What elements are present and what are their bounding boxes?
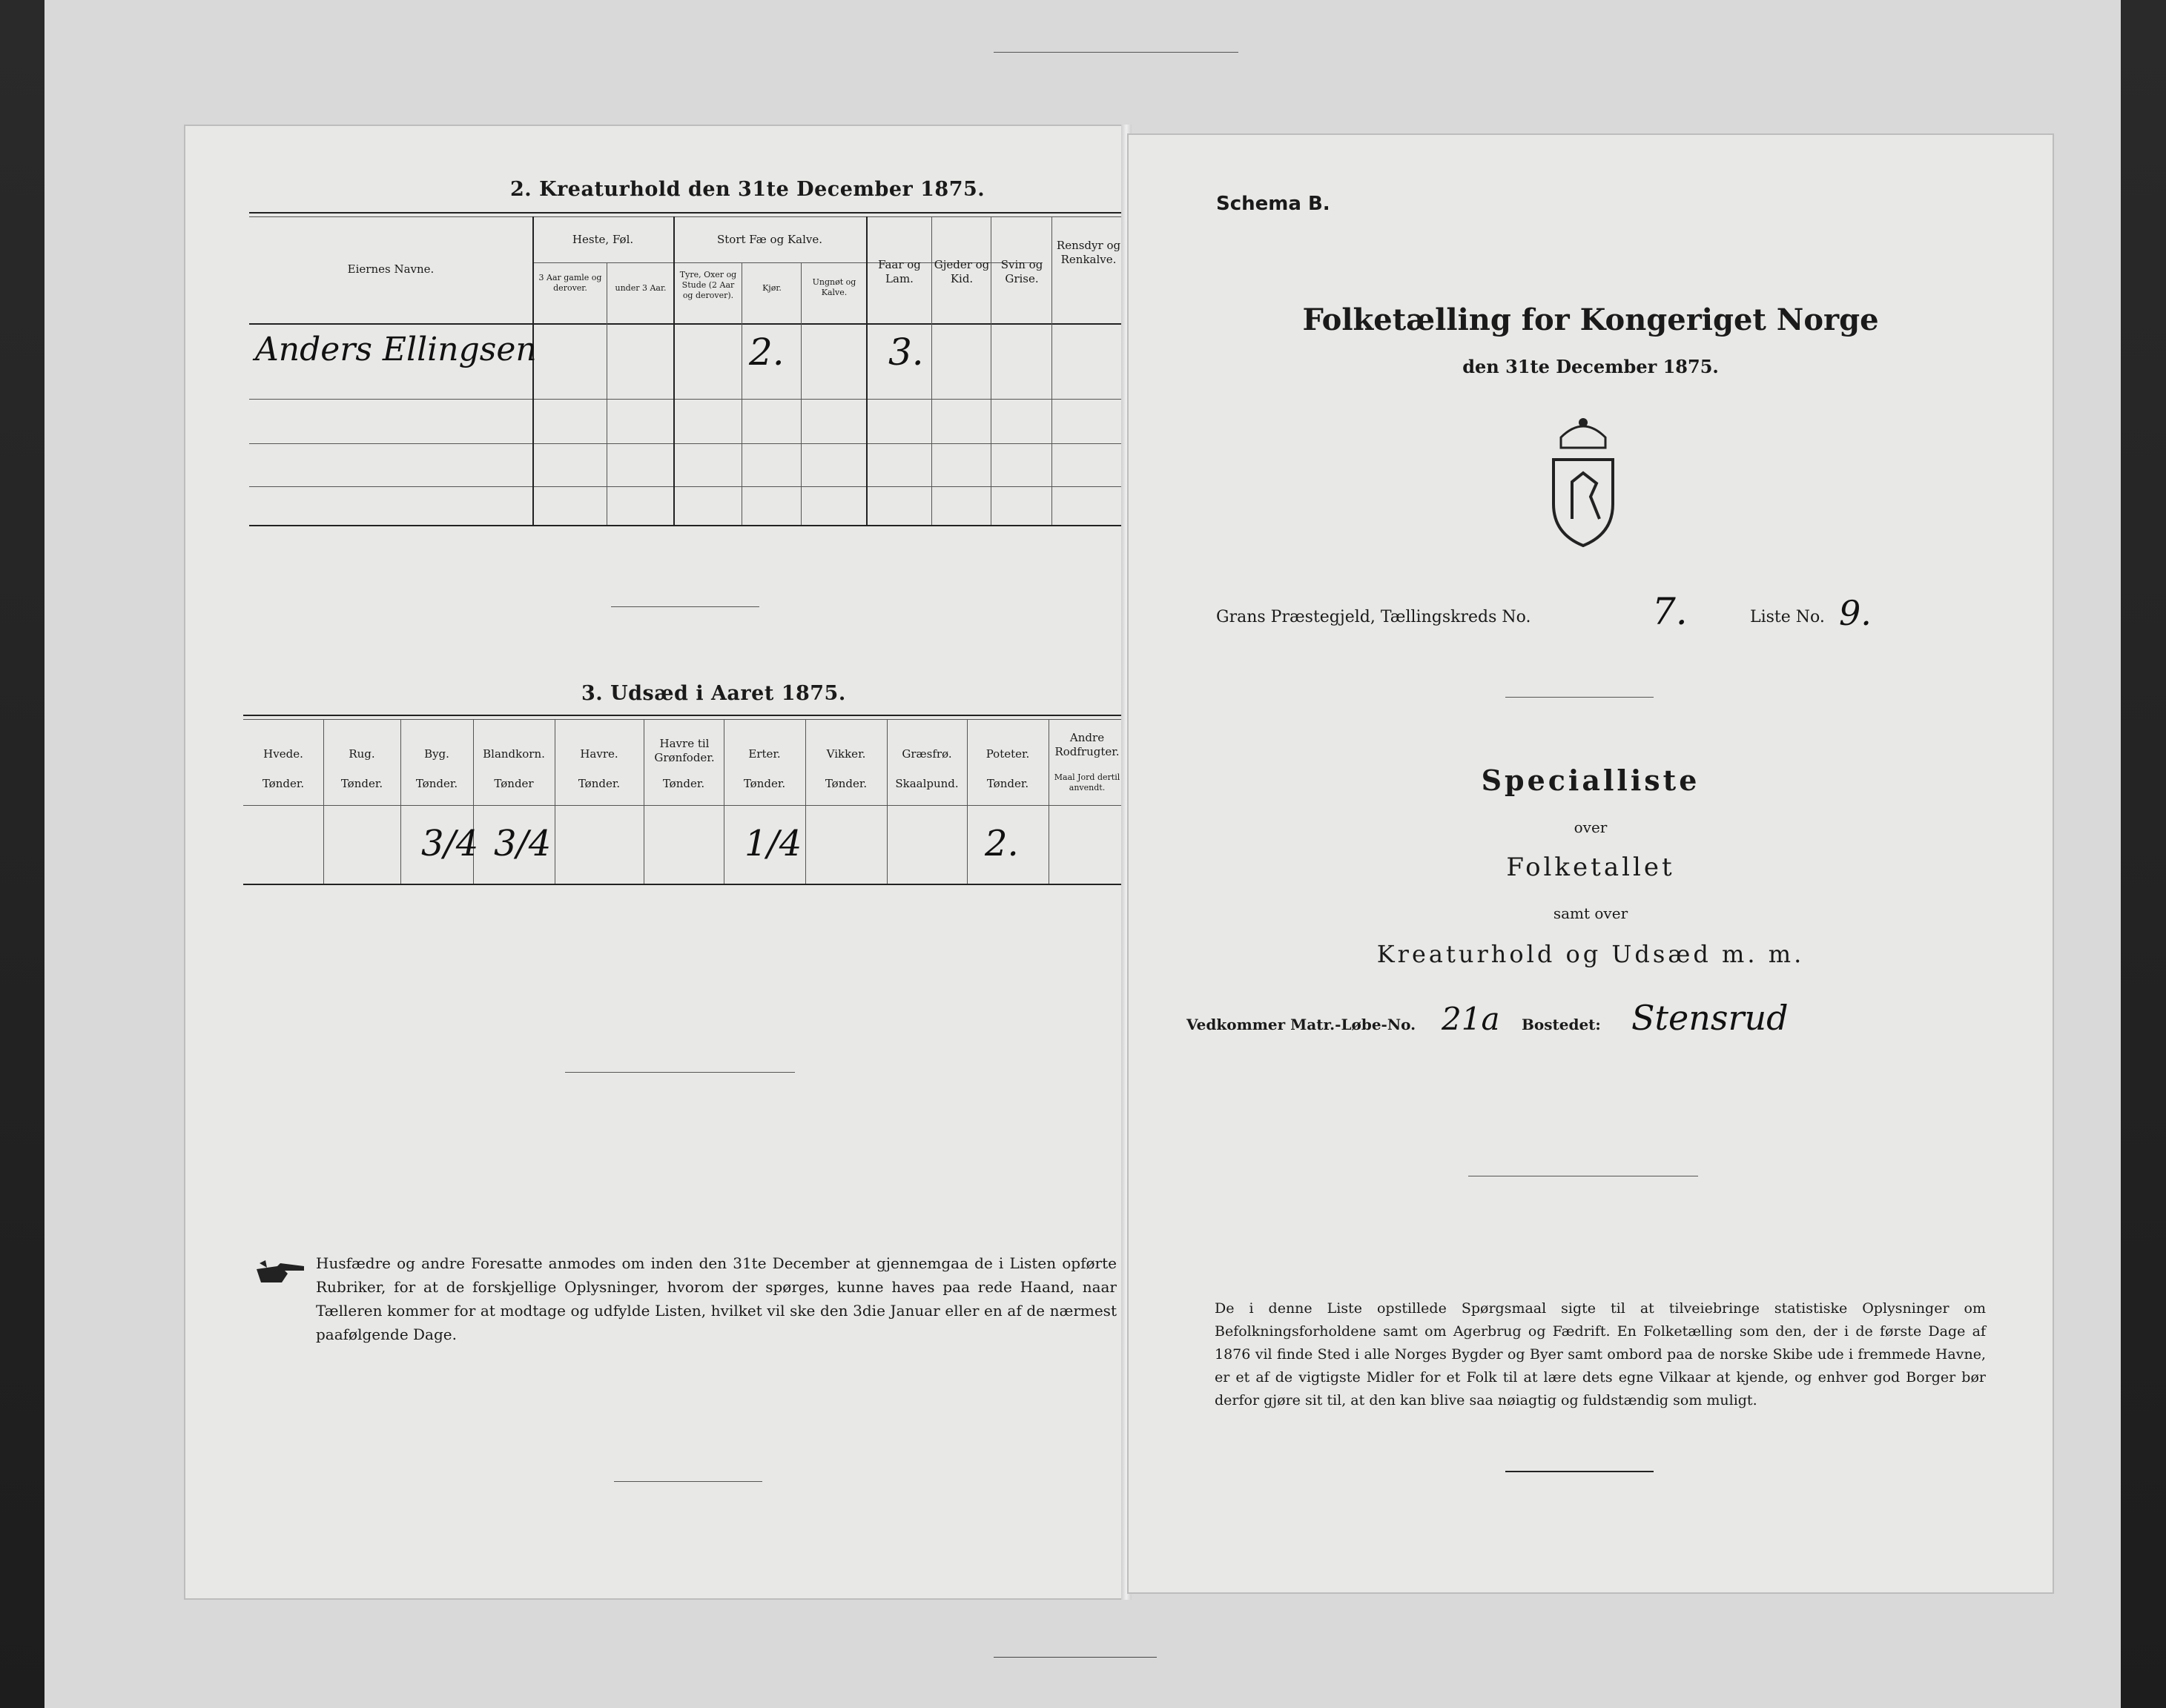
hdr-gjeder: Gjeder og Kid. bbox=[934, 258, 990, 285]
hdr3-andre: Andre Rodfrugter. bbox=[1054, 731, 1120, 758]
bosted-label: Bostedet: bbox=[1522, 1016, 1601, 1033]
hdr-stort-c: Ungnøt og Kalve. bbox=[812, 277, 856, 297]
kreds-value: 7. bbox=[1652, 590, 1688, 633]
hdr3-vikker: Vikker. bbox=[826, 747, 866, 761]
hdr-faar: Faar og Lam. bbox=[878, 258, 921, 285]
hdr3-erter: Erter. bbox=[748, 747, 781, 761]
samt-over-text: samt over bbox=[1553, 904, 1628, 922]
divider-right-3 bbox=[1505, 1471, 1654, 1472]
hdr-stort-a: Tyre, Oxer og Stude (2 Aar og derover). bbox=[679, 270, 737, 300]
table2-top-rule bbox=[249, 212, 1124, 214]
hdr3-rug-unit: Tønder. bbox=[340, 777, 383, 790]
hdr3-havre-gron-unit: Tønder. bbox=[662, 777, 705, 790]
kjor-value: 2. bbox=[749, 331, 785, 374]
table2-bottom-rule bbox=[249, 525, 1124, 526]
poteter-value: 2. bbox=[985, 823, 1019, 864]
hdr3-hvede-unit: Tønder. bbox=[262, 777, 305, 790]
prestegjeld-label: Grans Præstegjeld, Tællingskreds No. bbox=[1216, 608, 1531, 626]
divider-right-1 bbox=[1505, 697, 1654, 698]
notice-text: Husfædre og andre Foresatte anmodes om inden den 31te December at gjennemgaa de i Listen opførte Rubriker, for at de forskjellige Oplysninger, hvorom der spørges, kunne haves paa rede Haand, naar Tælleren kommer for at modtage og udfylde Listen, hvilket vil ske den 3die Januar eller en af de nærmest paafølgende Dage. bbox=[316, 1254, 1117, 1343]
hdr-stort: Stort Fæ og Kalve. bbox=[716, 233, 823, 246]
erter-value: 1/4 bbox=[744, 823, 802, 864]
hdr-svin: Svin og Grise. bbox=[1000, 258, 1043, 285]
hdr3-blandkorn: Blandkorn. bbox=[483, 747, 545, 761]
hdr-heste-a: 3 Aar gamle og derover. bbox=[538, 273, 602, 293]
table2-row-rule-2 bbox=[249, 443, 1124, 444]
specialliste-title: Specialliste bbox=[1481, 764, 1700, 797]
hdr3-havre: Havre. bbox=[580, 747, 618, 761]
hdr3-havre-gron: Havre til Grønfoder. bbox=[654, 737, 715, 764]
section3-title: 3. Udsæd i Aaret 1875. bbox=[581, 682, 846, 705]
matr-value: 21a bbox=[1442, 1001, 1500, 1037]
hdr3-poteter: Poteter. bbox=[985, 747, 1030, 761]
hdr3-byg-unit: Tønder. bbox=[415, 777, 458, 790]
table2-col-9 bbox=[1051, 216, 1052, 525]
divider-2 bbox=[565, 1072, 795, 1073]
table2-col-5 bbox=[801, 262, 802, 525]
section2-title: 2. Kreaturhold den 31te December 1875. bbox=[510, 178, 985, 201]
table3-col-8 bbox=[887, 719, 888, 884]
table3-top-rule-2 bbox=[243, 719, 1124, 720]
kreaturhold-text: Kreaturhold og Udsæd m. m. bbox=[1376, 940, 1805, 968]
owner-name: Anders Ellingsen bbox=[255, 331, 537, 368]
hdr-owner: Eiernes Navne. bbox=[347, 262, 435, 276]
hdr3-vikker-unit: Tønder. bbox=[825, 777, 868, 790]
byg-value: 3/4 bbox=[421, 823, 479, 864]
census-title: Folketælling for Kongeriget Norge bbox=[1302, 302, 1879, 337]
table3-bottom-rule bbox=[243, 884, 1124, 885]
table2-col-6 bbox=[866, 216, 868, 525]
liste-value: 9. bbox=[1839, 593, 1872, 633]
table3-top-rule bbox=[243, 715, 1124, 716]
hdr-heste-b: under 3 Aar. bbox=[615, 283, 667, 293]
table2-col-3 bbox=[673, 216, 675, 525]
schema-label: Schema B. bbox=[1216, 193, 1330, 215]
hdr3-graesfro-unit: Skaalpund. bbox=[895, 777, 959, 790]
hdr3-havre-unit: Tønder. bbox=[578, 777, 621, 790]
bosted-value: Stensrud bbox=[1631, 998, 1789, 1038]
folketallet-text: Folketallet bbox=[1506, 853, 1675, 882]
matr-label: Vedkommer Matr.-Løbe-No. bbox=[1186, 1016, 1416, 1033]
census-date: den 31te December 1875. bbox=[1462, 356, 1719, 377]
table2-col-1 bbox=[532, 216, 534, 525]
hdr3-blandkorn-unit: Tønder bbox=[494, 777, 534, 790]
table2-row-rule-3 bbox=[249, 486, 1124, 487]
table3-col-2 bbox=[400, 719, 401, 884]
left-page bbox=[184, 125, 1126, 1600]
pointing-hand-icon bbox=[255, 1259, 307, 1288]
table2-header-rule bbox=[249, 323, 1124, 325]
hdr-rensdyr: Rensdyr og Renkalve. bbox=[1056, 239, 1121, 266]
divider-1 bbox=[611, 606, 759, 607]
table3-header-rule bbox=[243, 805, 1124, 806]
sheet-top-rule bbox=[994, 52, 1238, 53]
hdr-stort-b: Kjør. bbox=[762, 283, 782, 293]
liste-label: Liste No. bbox=[1750, 608, 1825, 626]
hdr3-graesfro: Græsfrø. bbox=[902, 747, 952, 761]
coat-of-arms-icon bbox=[1539, 415, 1628, 549]
table3-col-1 bbox=[323, 719, 324, 884]
hdr3-poteter-unit: Tønder. bbox=[986, 777, 1029, 790]
hdr3-hvede: Hvede. bbox=[263, 747, 303, 761]
blandkorn-value: 3/4 bbox=[494, 823, 552, 864]
table2-col-7 bbox=[931, 216, 932, 525]
hdr3-andre-unit: Maal Jord dertil anvendt. bbox=[1054, 772, 1120, 792]
divider-3 bbox=[614, 1481, 762, 1482]
table2-row-rule-1 bbox=[249, 399, 1124, 400]
hdr3-erter-unit: Tønder. bbox=[743, 777, 786, 790]
sheet-bottom-mark bbox=[994, 1657, 1157, 1658]
hdr-heste: Heste, Føl. bbox=[572, 233, 634, 246]
table3-col-7 bbox=[805, 719, 806, 884]
faar-value: 3. bbox=[888, 331, 924, 374]
table2-top-rule-2 bbox=[249, 216, 1124, 217]
hdr3-rug: Rug. bbox=[349, 747, 375, 761]
table3-col-9 bbox=[967, 719, 968, 884]
hdr3-byg: Byg. bbox=[424, 747, 449, 761]
right-page bbox=[1127, 133, 2054, 1594]
over-text: over bbox=[1574, 818, 1608, 836]
info-paragraph: De i denne Liste opstillede Spørgsmaal sigte til at tilveiebringe statistiske Oplysninger om Befolkningsforholdene samt om Agerbrug og Fædrift. En Folketælling som den, der i de første Dage af 1876 vil finde Sted i alle Norges Bygder og Byer samt ombord paa de norske Skibe ude i fremmede Havne, er et af de vigtigste Midler for et Folk til at lære dets egne Vilkaar at kjende, og enhver god Borger bør derfor gjøre sit til, at den kan blive saa nøiagtig og fuldstændig som muligt. bbox=[1215, 1300, 1986, 1409]
